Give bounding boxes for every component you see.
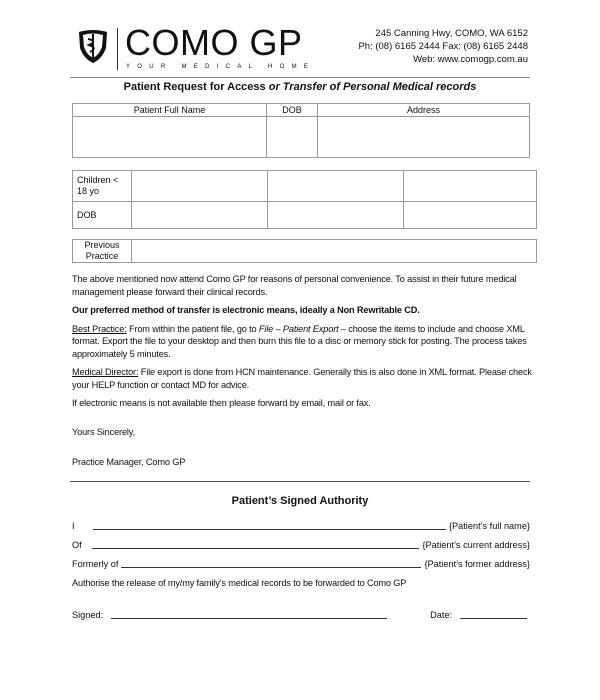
- patient-dob-field[interactable]: [267, 117, 318, 158]
- former-address-hint: {Patient’s former address}: [424, 558, 530, 569]
- authority-title: Patient’s Signed Authority: [231, 494, 369, 507]
- former-address-field[interactable]: [121, 558, 421, 568]
- current-address-field[interactable]: [92, 539, 420, 549]
- children-table: [72, 170, 537, 229]
- child-dob-2[interactable]: [268, 202, 404, 229]
- address: 245 Canning Hwy, COMO, WA 6152: [375, 28, 528, 39]
- child-dob-3[interactable]: [404, 202, 537, 229]
- name-line: [72, 520, 530, 533]
- section-divider: [70, 481, 530, 482]
- bp-menu-path: File – Patient Export: [258, 323, 339, 334]
- page-title: [0, 80, 600, 94]
- full-name-field[interactable]: [93, 520, 446, 530]
- logo-shield-icon: [76, 28, 110, 64]
- current-address-hint: {Patient’s current address}: [422, 539, 530, 550]
- header-dob: DOB: [267, 104, 318, 117]
- title-text: Patient Request for Access: [123, 81, 269, 93]
- title-italic: or Transfer of Personal Medical records: [268, 81, 477, 93]
- patient-address-field[interactable]: [318, 117, 530, 158]
- child-field-2[interactable]: [268, 171, 404, 202]
- child-field-1[interactable]: [132, 171, 268, 202]
- letter-body: [72, 273, 538, 628]
- md-text: File export is done from HCN maintenance. Generally this is also done in XML format. Please check your HELP function or contact MD for advice.: [72, 367, 532, 390]
- bp-text-a: From within the patient file, go to: [126, 323, 259, 334]
- contact-block: [358, 27, 528, 66]
- former-address-line: [72, 558, 530, 571]
- child-field-3[interactable]: [404, 171, 537, 202]
- preferred-method: Our preferred method of transfer is electronic means, ideally a Non Rewritable CD.: [72, 305, 420, 315]
- signature-line: [72, 609, 530, 622]
- best-practice-paragraph: [72, 323, 538, 361]
- medical-director-paragraph: [72, 366, 538, 391]
- fallback-paragraph: If electronic means is not available then please forward by email, mail or fax.: [72, 398, 371, 408]
- header-name: Patient Full Name: [73, 104, 267, 117]
- dob-label: DOB: [73, 202, 132, 229]
- header-divider: [70, 77, 530, 78]
- previous-practice-field[interactable]: [132, 240, 537, 263]
- phone: Ph: (08) 6165 2444 Fax: (08) 6165 2448: [358, 41, 528, 52]
- previous-practice-table: [72, 239, 537, 263]
- bp-text-b: – choose the items to include and choose XML format. Export the file to your desktop and then burn this file to a disc or memory stick for posting. The process takes approximately 5 minutes.: [72, 323, 527, 359]
- previous-practice-label: Previous Practice: [73, 240, 132, 263]
- closing: Yours Sincerely,: [72, 426, 135, 437]
- logo-divider: [117, 28, 118, 70]
- of-label: Of: [72, 539, 82, 550]
- patient-table: [72, 103, 530, 158]
- address-line: [72, 539, 530, 552]
- website: Web: www.comogp.com.au: [413, 54, 528, 65]
- i-label: I: [72, 520, 75, 531]
- logo-tagline: YOUR MEDICAL HOME: [126, 64, 316, 70]
- date-field[interactable]: [460, 609, 527, 619]
- patient-name-field[interactable]: [73, 117, 267, 158]
- logo-brand: COMO GP: [125, 22, 303, 63]
- authorise-statement: Authorise the release of my/my family’s medical records to be forwarded to Como GP: [72, 577, 407, 588]
- full-name-hint: {Patient’s full name}: [448, 520, 530, 531]
- best-practice-label: Best Practice:: [72, 323, 127, 334]
- child-dob-1[interactable]: [132, 202, 268, 229]
- header-address: Address: [318, 104, 530, 117]
- formerly-label: Formerly of: [72, 558, 119, 569]
- signature-field[interactable]: [111, 609, 387, 619]
- signed-label: Signed:: [72, 610, 104, 620]
- date-label: Date:: [430, 610, 453, 620]
- children-label: Children < 18 yo: [73, 171, 132, 202]
- intro-paragraph: The above mentioned now attend Como GP for reasons of personal convenience. To assist in their future medical management please forward their clinical records.: [72, 274, 517, 297]
- md-label: Medical Director:: [72, 367, 139, 377]
- signature: Practice Manager, Como GP: [72, 457, 186, 467]
